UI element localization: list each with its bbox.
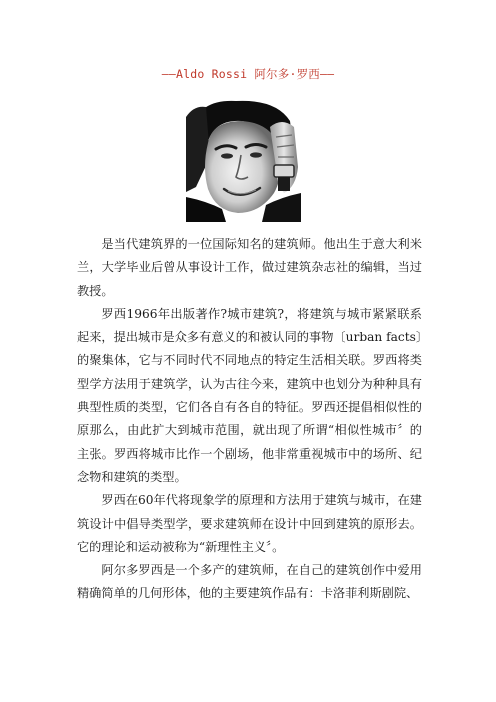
paragraph-4: 阿尔多罗西是一个多产的建筑师，在自己的建筑创作中爱用精确简单的几何形体，他的主要建筑作品有：卡洛菲利斯剧院、 bbox=[77, 563, 422, 601]
page-title: ——Aldo Rossi 阿尔多·罗西—— bbox=[161, 67, 335, 81]
portrait-photo bbox=[186, 97, 301, 222]
paragraph-3: 罗西在60年代将现象学的原理和方法用于建筑与城市，在建筑设计中倡导类型学，要求建筑师在设计中回到建筑的原形去。它的理论和运动被称为“新理性主义〞。 bbox=[77, 493, 422, 554]
portrait-image bbox=[186, 97, 301, 222]
article-body bbox=[77, 233, 422, 606]
paragraph-1: 是当代建筑界的一位国际知名的建筑师。他出生于意大利米兰，大学毕业后曾从事设计工作，做过建筑杂志社的编辑，当过教授。 bbox=[77, 237, 422, 298]
paragraph-2: 罗西1966年出版著作?城市建筑?，将建筑与城市紧紧联系起来，提出城市是众多有意义的和被认同的事物〔urban facts〕的聚集体，它与不同时代不同地点的特定生活相关联。罗西将类型学方法用于建筑学，认为古往今来，建筑中也划分为种种具有典型性质的类型，它们各自有各自的特征。罗西还提倡相似性的原那么，由此扩大到城市范围，就出现了所谓“相似性城市〞的主张。罗西将城市比作一个剧场，他非常重视城市中的场所、纪念物和建筑的类型。 bbox=[77, 306, 422, 484]
